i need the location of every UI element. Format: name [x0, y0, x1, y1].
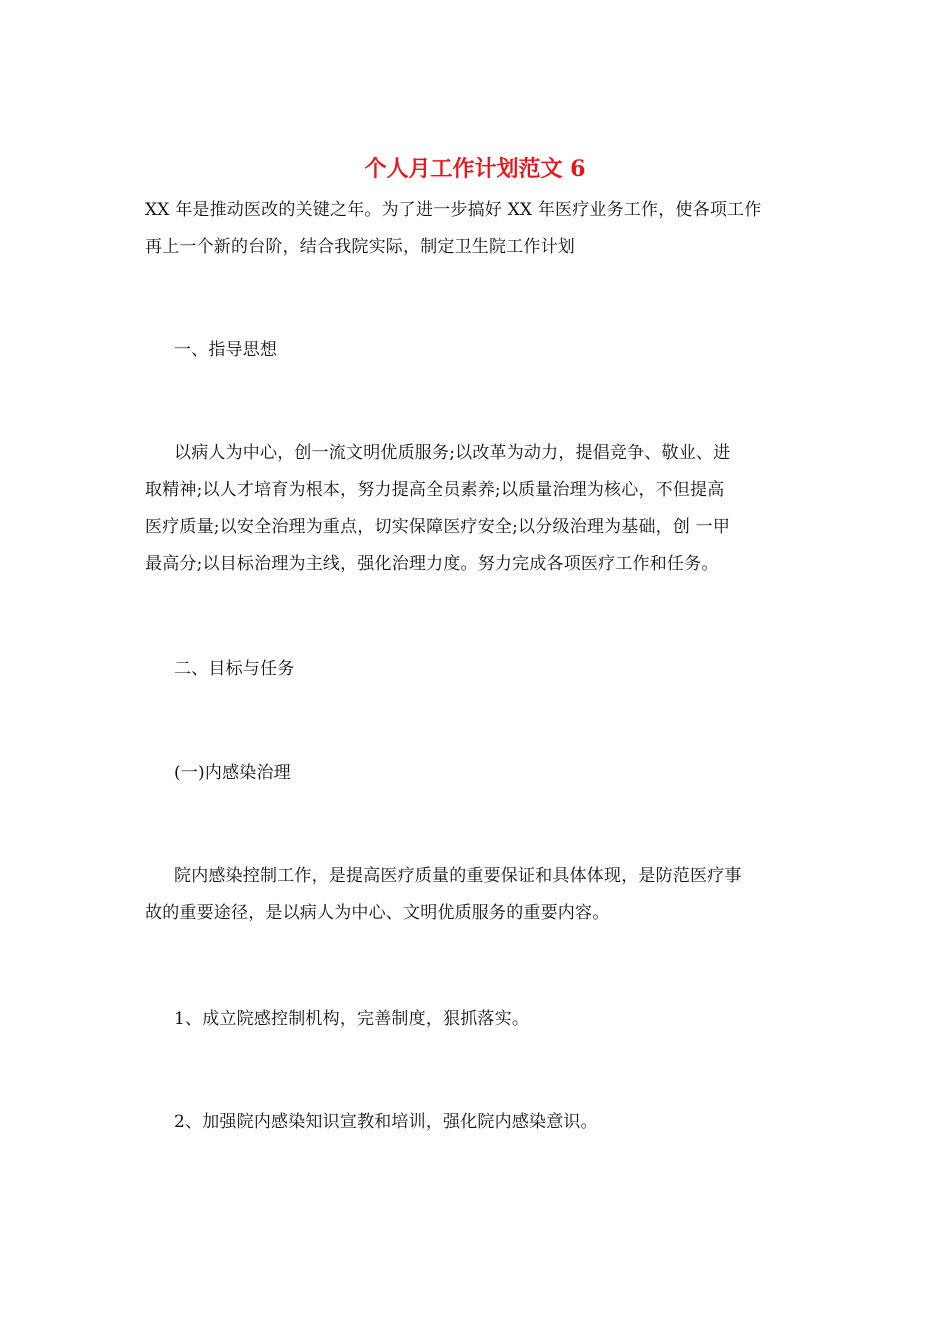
guiding-line-1: 以病人为中心，创一流文明优质服务;以改革为动力，提倡竞争、敬业、进 — [174, 443, 731, 463]
section-heading-guiding-ideology: 一、指导思想 — [174, 340, 278, 360]
infection-line-2: 故的重要途径，是以病人为中心、文明优质服务的重要内容。 — [145, 903, 610, 923]
infection-control-paragraph — [145, 858, 810, 932]
guiding-line-2: 取精神;以人才培育为根本，努力提高全员素养;以质量治理为核心，不但提高 — [145, 480, 725, 500]
intro-paragraph — [145, 192, 810, 266]
list-item-1: 1、成立院感控制机构，完善制度，狠抓落实。 — [174, 1009, 530, 1029]
guiding-line-3: 医疗质量;以安全治理为重点，切实保障医疗安全;以分级治理为基础，创 一甲 — [145, 517, 731, 537]
intro-line-1: XX 年是推动医改的关键之年。为了进一步搞好 XX 年医疗业务工作，使各项工作 — [145, 200, 762, 220]
subsection-heading-infection-control: (一)内感染治理 — [174, 763, 291, 783]
guiding-ideology-paragraph — [145, 435, 810, 583]
list-item-2: 2、加强院内感染知识宣教和培训，强化院内感染意识。 — [174, 1112, 598, 1132]
section-heading-goals-tasks: 二、目标与任务 — [174, 659, 295, 679]
document-title: 个人月工作计划范文 6 — [364, 156, 586, 182]
guiding-line-4: 最高分;以目标治理为主线，强化治理力度。努力完成各项医疗工作和任务。 — [145, 554, 719, 574]
intro-line-2: 再上一个新的台阶，结合我院实际，制定卫生院工作计划 — [145, 237, 575, 257]
infection-line-1: 院内感染控制工作，是提高医疗质量的重要保证和具体体现，是防范医疗事 — [174, 866, 742, 886]
